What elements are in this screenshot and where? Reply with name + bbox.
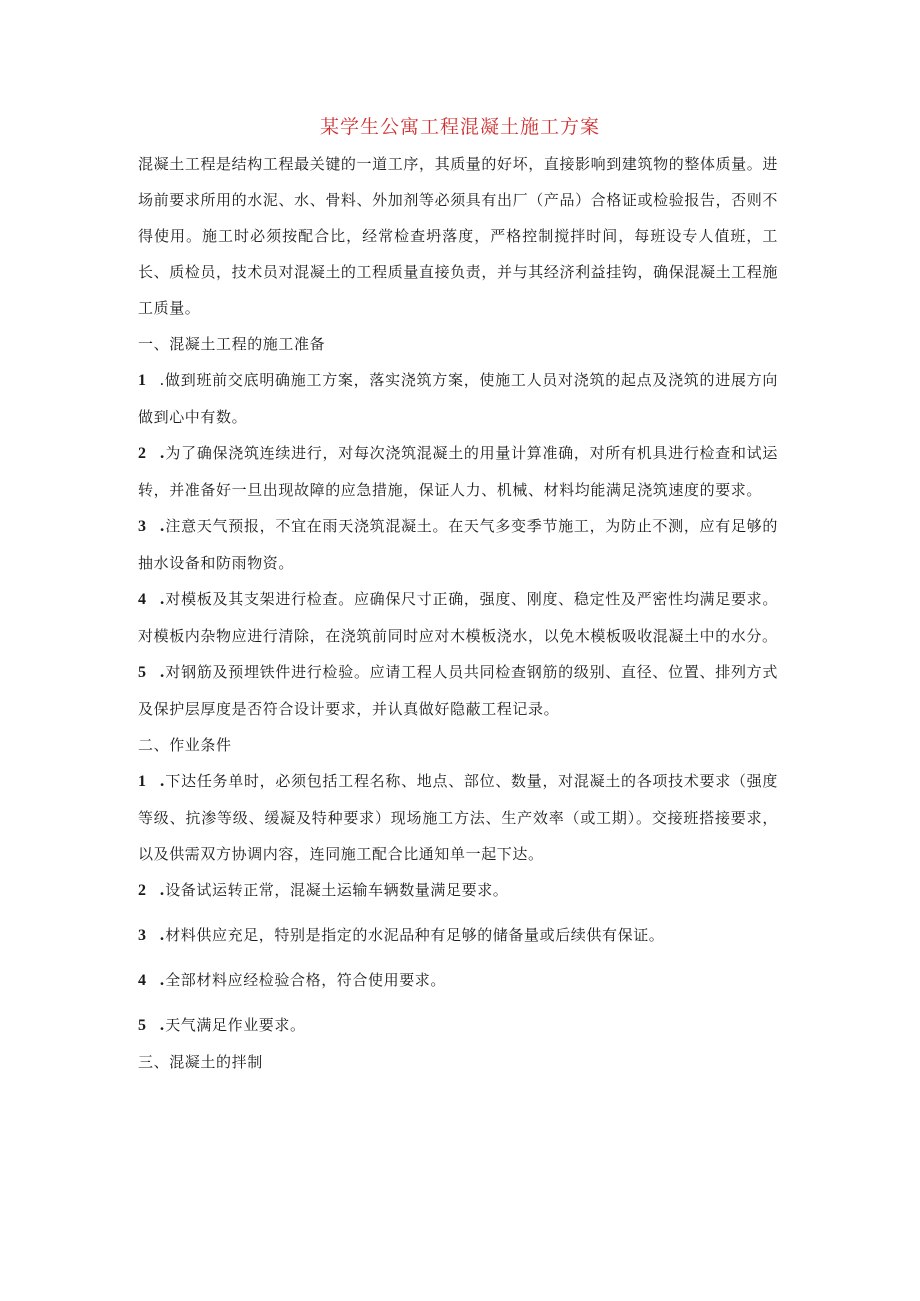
item-number: 1 <box>138 773 147 790</box>
item-separator: . <box>159 881 166 899</box>
item-text: 做到班前交底明确施工方案，落实浇筑方案，使施工人员对浇筑的起点及浇筑的进展方向做到心中有数。 <box>138 371 779 426</box>
document-body <box>138 146 778 1080</box>
item-separator: . <box>159 971 166 989</box>
item-text: 天气满足作业要求。 <box>165 1016 306 1034</box>
item-separator: . <box>159 517 166 535</box>
spacer <box>138 999 778 1007</box>
section-2-heading: 二、作业条件 <box>138 736 232 754</box>
item-text: 对模板及其支架进行检查。应确保尺寸正确，强度、刚度、稳定性及严密性均满足要求。对模板内杂物应进行清除，在浇筑前同时应对木模板浇水，以免木模板吸收混凝土中的水分。 <box>138 590 778 645</box>
list-item <box>138 435 778 508</box>
list-item <box>138 763 778 872</box>
section-3-heading: 三、混凝土的拌制 <box>138 1053 263 1071</box>
item-number: 3 <box>138 518 147 535</box>
item-number: 5 <box>138 1017 147 1034</box>
document-title: 某学生公寓工程混凝土施工方案 <box>319 116 600 138</box>
item-number: 1 <box>138 372 147 389</box>
item-text: 对钢筋及预埋铁件进行检验。应请工程人员共同检查钢筋的级别、直径、位置、排列方式及保护层厚度是否符合设计要求，并认真做好隐蔽工程记录。 <box>138 663 778 718</box>
item-separator: . <box>159 1016 166 1034</box>
item-separator: . <box>159 772 166 790</box>
list-item <box>138 581 778 654</box>
list-item <box>138 508 778 581</box>
item-text: 设备试运转正常，混凝土运输车辆数量满足要求。 <box>165 881 509 899</box>
item-separator: . <box>159 926 166 944</box>
section-1-heading: 一、混凝土工程的施工准备 <box>138 335 326 353</box>
item-separator: . <box>159 590 166 608</box>
intro-paragraph: 混凝土工程是结构工程最关键的一道工序，其质量的好坏，直接影响到建筑物的整体质量。进场前要求所用的水泥、水、骨料、外加剂等必须具有出厂（产品）合格证或检验报告，否则不得使用。施工时必须按配合比，经常检查坍落度，严格控制搅拌时间，每班设专人值班，工长、质检员，技术员对混凝土的工程质量直接负责，并与其经济利益挂钩，确保混凝土工程施工质量。 <box>138 155 778 317</box>
item-number: 2 <box>138 445 147 462</box>
item-text: 材料供应充足，特别是指定的水泥品种有足够的储备量或后续供有保证。 <box>165 926 665 944</box>
item-number: 2 <box>138 882 147 899</box>
item-text: 注意天气预报，不宜在雨天浇筑混凝土。在天气多变季节施工，为防止不测，应有足够的抽水设备和防雨物资。 <box>138 517 778 572</box>
spacer <box>138 909 778 917</box>
list-item <box>138 362 778 435</box>
item-number: 4 <box>138 591 147 608</box>
item-separator: . <box>159 663 166 681</box>
item-text: 全部材料应经检验合格，符合使用要求。 <box>165 971 447 989</box>
list-item <box>138 962 778 999</box>
item-number: 4 <box>138 972 147 989</box>
item-text: 为了确保浇筑连续进行，对每次浇筑混凝土的用量计算准确，对所有机具进行检查和试运转，并准备好一旦出现故障的应急措施，保证人力、机械、材料均能满足浇筑速度的要求。 <box>138 444 778 499</box>
item-separator: . <box>159 371 165 389</box>
list-item <box>138 872 778 909</box>
item-separator: . <box>159 444 166 462</box>
list-item <box>138 917 778 954</box>
item-text: 下达任务单时，必须包括工程名称、地点、部位、数量，对混凝土的各项技术要求（强度等级、抗渗等级、缓凝及特种要求）现场施工方法、生产效率（或工期）。交接班搭接要求，以及供需双方协调内容，连同施工配合比通知单一起下达。 <box>138 772 778 863</box>
list-item <box>138 1007 778 1044</box>
item-number: 5 <box>138 664 147 681</box>
item-number: 3 <box>138 927 147 944</box>
spacer <box>138 954 778 962</box>
list-item <box>138 654 778 727</box>
